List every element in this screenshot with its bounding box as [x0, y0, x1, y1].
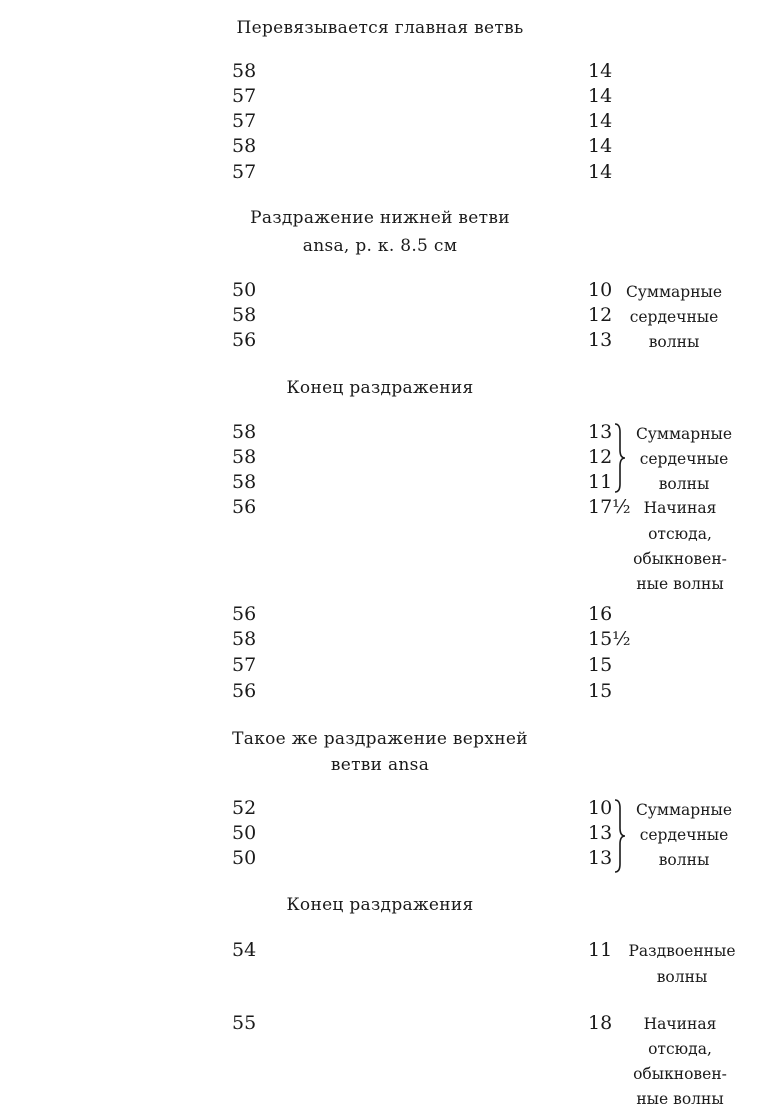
right-value: 15: [588, 654, 613, 676]
left-value: 57: [232, 110, 257, 132]
right-value: 14: [588, 85, 613, 107]
left-value: 58: [232, 471, 257, 493]
left-value: 50: [232, 847, 257, 869]
left-value: 58: [232, 628, 257, 650]
section-heading: Раздражение нижней ветви: [250, 208, 510, 228]
note-line: ные волны: [636, 575, 724, 593]
note-line: Суммарные: [635, 425, 733, 443]
right-value: 16: [588, 603, 613, 625]
left-value: 56: [232, 603, 257, 625]
right-value: 13: [588, 822, 613, 844]
right-value: 18: [588, 1012, 613, 1034]
left-value: 57: [232, 654, 257, 676]
curly-brace-icon: [612, 798, 628, 874]
right-value: 10: [588, 279, 613, 301]
left-value: 57: [232, 85, 257, 107]
right-value: 15: [588, 680, 613, 702]
note-line: волны: [656, 968, 708, 986]
left-value: 57: [232, 161, 257, 183]
note-line: отсюда,: [648, 525, 712, 543]
right-value: 12: [588, 446, 613, 468]
note-line: волны: [658, 475, 710, 493]
note-line: сердечные: [639, 450, 729, 468]
right-value: 14: [588, 110, 613, 132]
note-line: Начиная: [643, 499, 717, 517]
right-value: 13: [588, 847, 613, 869]
right-value: 13: [588, 329, 613, 351]
left-value: 56: [232, 496, 257, 518]
note-line: сердечные: [639, 826, 729, 844]
section-heading: Конец раздражения: [286, 378, 474, 398]
section-heading: Такое же раздражение верхней: [232, 729, 528, 749]
left-value: 50: [232, 279, 257, 301]
section-heading: Конец раздражения: [286, 895, 474, 915]
note-line: Суммарные: [625, 283, 723, 301]
right-value: 12: [588, 304, 613, 326]
right-value: 17½: [588, 496, 631, 518]
right-value: 11: [588, 939, 613, 961]
left-value: 55: [232, 1012, 257, 1034]
left-value: 58: [232, 304, 257, 326]
note-line: обыкновен-: [633, 550, 727, 568]
note-line: Раздвоенные: [628, 942, 736, 960]
left-value: 56: [232, 680, 257, 702]
right-value: 15½: [588, 628, 631, 650]
left-value: 58: [232, 135, 257, 157]
note-line: ные волны: [636, 1090, 724, 1108]
right-value: 14: [588, 135, 613, 157]
left-value: 52: [232, 797, 257, 819]
right-value: 14: [588, 161, 613, 183]
section-heading: ansa, р. к. 8.5 см: [302, 236, 458, 256]
section-heading: Перевязывается главная ветвь: [236, 18, 524, 38]
note-line: волны: [658, 851, 710, 869]
curly-brace-icon: [612, 422, 628, 494]
left-value: 50: [232, 822, 257, 844]
note-line: волны: [648, 333, 700, 351]
right-value: 11: [588, 471, 613, 493]
right-value: 13: [588, 421, 613, 443]
note-line: обыкновен-: [633, 1065, 727, 1083]
left-value: 56: [232, 329, 257, 351]
note-line: отсюда,: [648, 1040, 712, 1058]
section-heading: ветви ansa: [330, 755, 430, 775]
note-line: Суммарные: [635, 801, 733, 819]
note-line: Начиная: [643, 1015, 717, 1033]
left-value: 58: [232, 421, 257, 443]
left-value: 58: [232, 446, 257, 468]
left-value: 54: [232, 939, 257, 961]
left-value: 58: [232, 60, 257, 82]
note-line: сердечные: [629, 308, 719, 326]
right-value: 14: [588, 60, 613, 82]
right-value: 10: [588, 797, 613, 819]
